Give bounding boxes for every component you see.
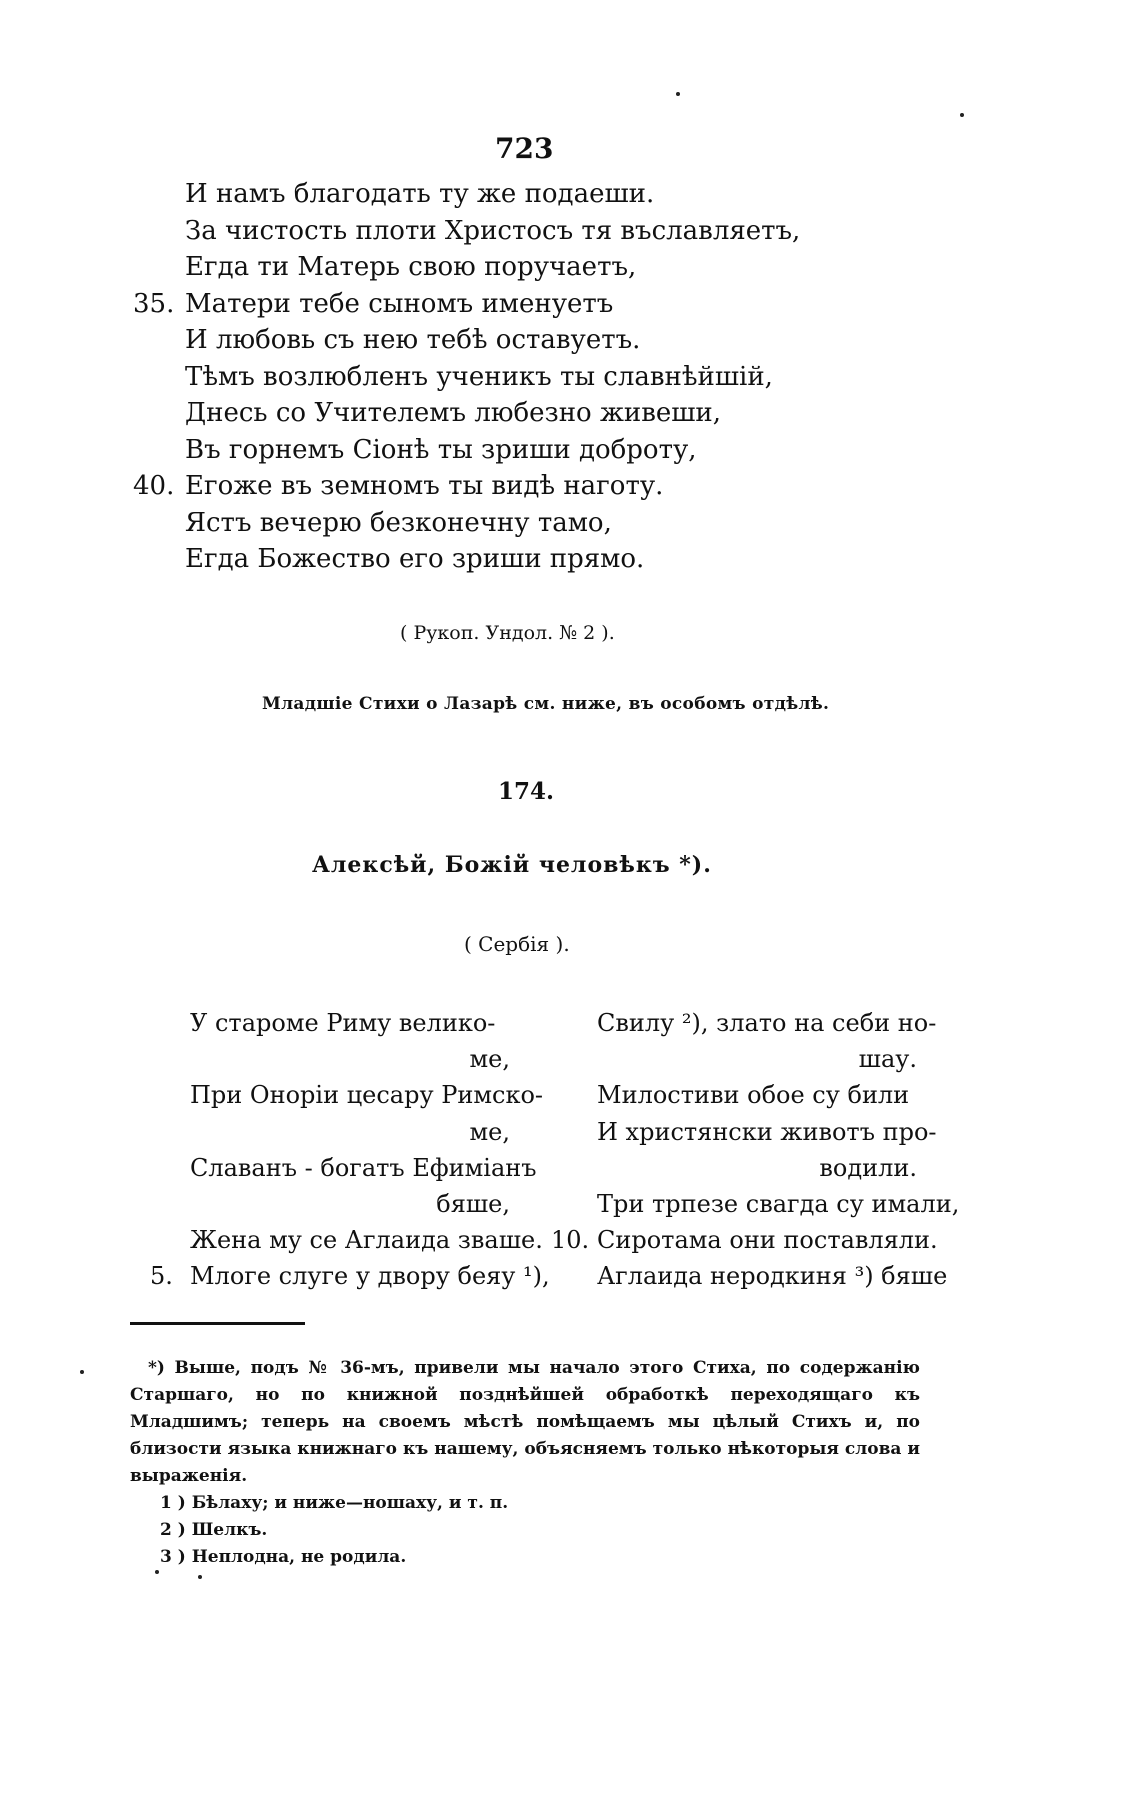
poem-line: Славанъ - богатъ Ефиміанъ <box>190 1153 537 1182</box>
footnote-divider <box>130 1322 305 1325</box>
poem-line: Свилу ²), злато на себи но- <box>597 1009 937 1037</box>
verse-line: И любовь съ нею тебѣ оставуетъ. <box>185 325 641 355</box>
poem-line: ме, <box>469 1117 510 1146</box>
verse-line: Въ горнемъ Сіонѣ ты зриши доброту, <box>185 434 697 465</box>
scan-speck <box>80 1370 84 1374</box>
poem-line: водили. <box>819 1153 917 1182</box>
line-number: 40. <box>133 471 175 501</box>
verse-line-text: Матери тебе сыномъ именуетъ <box>185 288 614 319</box>
poem-line-10 <box>551 1222 938 1258</box>
cross-reference-note: Младшіе Стихи о Лазарѣ см. ниже, въ особомъ отдѣлѣ. <box>262 694 830 714</box>
verse-line-40 <box>133 468 800 505</box>
verse-line: Егда Божество его зриши прямо. <box>185 544 645 574</box>
poem-line: Жена му се Аглаида зваше. <box>190 1226 543 1255</box>
poem-line: Милостиви обое су били <box>597 1081 910 1110</box>
poem-line: ме, <box>469 1045 510 1074</box>
line-number: 5. <box>150 1262 173 1291</box>
verse-line-text: Егоже въ земномъ ты видѣ наготу. <box>185 471 664 501</box>
poem-line-text: Сиротама они поставляли. <box>597 1226 938 1255</box>
poem-line: бяше, <box>436 1190 510 1219</box>
poem-line: И христянски животъ про- <box>597 1117 937 1146</box>
footnote-2: 2 ) Шелкъ. <box>160 1520 268 1540</box>
verse-line: И намъ благодать ту же подаеши. <box>185 179 655 209</box>
source-reference: ( Рукоп. Ундол. № 2 ). <box>400 622 615 644</box>
scan-speck <box>676 92 680 96</box>
footnotes <box>130 1355 920 1571</box>
verse-line: За чистость плоти Христосъ тя въславляетъ, <box>185 215 801 246</box>
poem-region: ( Сербія ). <box>464 932 570 956</box>
verse-line: Ястъ вечерю безконечну тамо, <box>185 507 612 538</box>
poem-line: шау. <box>858 1045 917 1074</box>
verse-line: Егда ти Матерь свою поручаетъ, <box>185 252 637 282</box>
poem-line: Аглаида неродкиня ³) бяше <box>597 1262 948 1291</box>
poem-line-text: Млоге слуге у двору беяу ¹), <box>190 1262 550 1291</box>
line-number: 35. <box>133 288 175 319</box>
scan-speck <box>198 1575 202 1579</box>
verse-line: Днесь со Учителемъ любезно живеши, <box>185 398 721 428</box>
verse-block <box>133 176 801 578</box>
verse-line: Тѣмъ возлюбленъ ученикъ ты славнѣйшій, <box>185 361 773 392</box>
poem-number: 174. <box>498 778 555 805</box>
poem-line-5 <box>150 1258 550 1294</box>
footnote-star: *) Выше, подъ № 36-мъ, привели мы начало этого Стиха, по содержанію Старшаго, но по книжной позднѣйшей обработкѣ переходящаго къ Младшимъ; теперь на своемъ мѣстѣ помѣщаемъ мы цѣлый Стихъ и, по близости языка книжнаго къ нашему, объясняемъ только нѣкоторыя слова и выраженія. <box>130 1358 920 1486</box>
footnote-3: 3 ) Неплодна, не родила. <box>160 1547 407 1567</box>
poem-title: Алексѣй, Божій человѣкъ *). <box>312 852 712 878</box>
line-number: 10. <box>551 1226 590 1255</box>
page-number: 723 <box>495 132 554 165</box>
scan-speck <box>155 1570 159 1574</box>
footnote-1: 1 ) Бѣлаху; и ниже—ношаху, и т. п. <box>160 1493 509 1513</box>
poem-line: Три трпезе свагда су имали, <box>597 1190 960 1219</box>
verse-line-35 <box>133 286 800 323</box>
poem-right-column <box>551 1005 960 1295</box>
poem-line: У староме Риму велико- <box>190 1009 496 1037</box>
poem-line: При Оноріи цесару Римско- <box>190 1081 544 1110</box>
scan-speck <box>960 113 964 117</box>
poem-left-column <box>150 1005 550 1295</box>
